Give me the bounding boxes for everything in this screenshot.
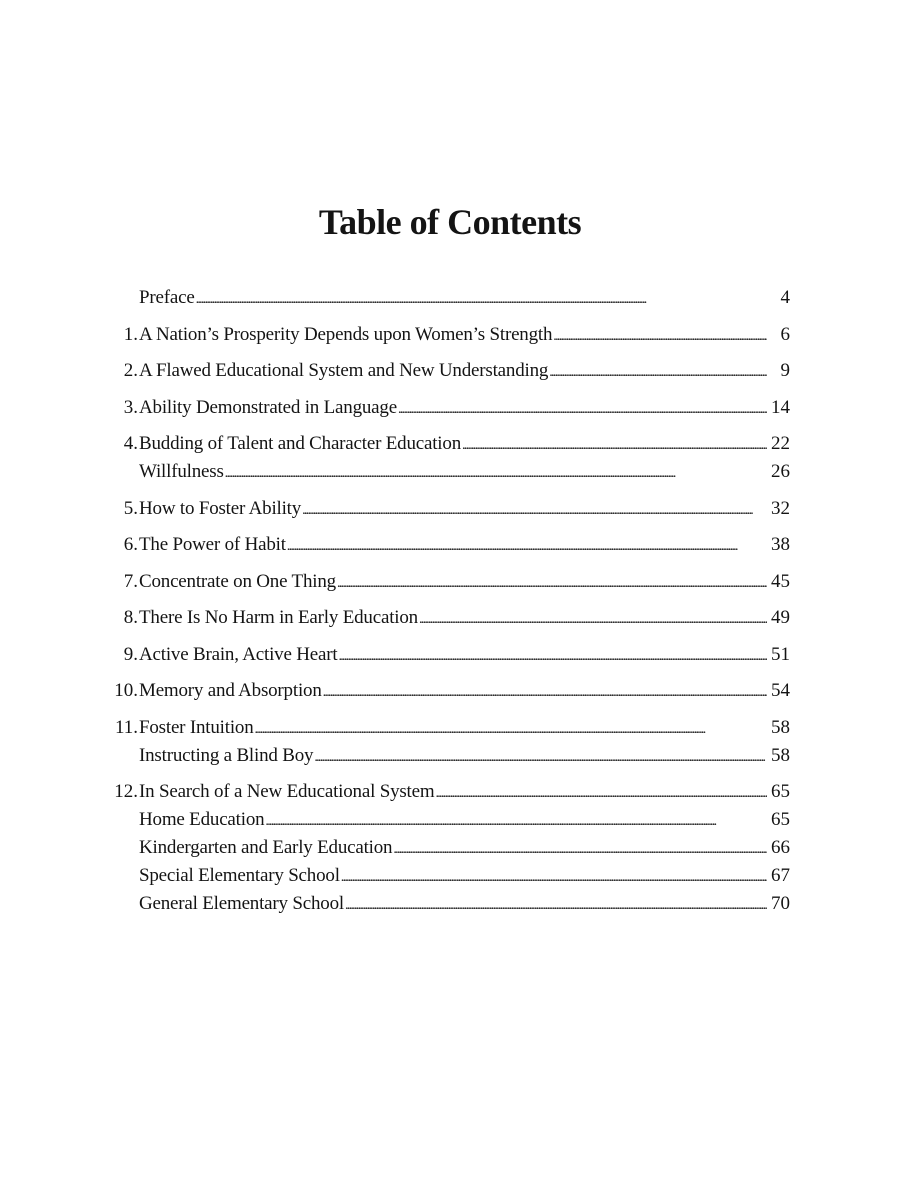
entry-page-number: 65	[771, 781, 790, 802]
entry-title: Instructing a Blind Boy	[139, 744, 314, 766]
entry-number: 2.	[123, 360, 138, 381]
toc-entry-preface	[104, 284, 790, 312]
dot-leader	[265, 806, 767, 834]
dot-leader	[393, 834, 767, 862]
dot-leader	[225, 458, 767, 486]
dot-leader	[338, 641, 767, 669]
entry-page-number: 54	[771, 680, 790, 701]
dot-leader	[314, 742, 767, 770]
entry-title: Kindergarten and Early Education	[139, 837, 393, 858]
dot-leader	[398, 394, 767, 422]
dot-leader	[337, 568, 767, 596]
toc-entry-chapter-12	[104, 778, 790, 806]
entry-page-number: 14	[771, 396, 790, 418]
entry-number: 6.	[123, 534, 138, 555]
toc-entry-special-elementary-school	[104, 862, 790, 890]
entry-number: 10.	[114, 680, 138, 701]
entry-title: Willfulness	[139, 461, 224, 482]
toc-entry-chapter-2	[104, 357, 790, 385]
page-title: Table of Contents	[318, 202, 582, 242]
entry-title: Special Elementary School	[139, 865, 340, 886]
toc-entry-kindergarten	[104, 834, 790, 862]
entry-page-number: 32	[771, 497, 790, 519]
dot-leader	[549, 357, 767, 385]
toc-entry-chapter-11	[104, 714, 790, 742]
entry-title: There Is No Harm in Early Education	[139, 607, 418, 628]
dot-leader	[435, 778, 767, 806]
entry-number: 1.	[123, 323, 138, 345]
toc-entry-general-elementary-school	[104, 890, 790, 918]
entry-title: A Nation’s Prosperity Depends upon Women’s Strength	[139, 323, 553, 345]
entry-number: 4.	[123, 433, 138, 454]
entry-page-number: 26	[771, 461, 790, 482]
entry-title: Home Education	[139, 809, 265, 830]
dot-leader	[419, 604, 767, 632]
toc-entry-chapter-4	[104, 430, 790, 458]
entry-page-number: 6	[780, 323, 790, 345]
entry-title: Memory and Absorption	[139, 680, 322, 701]
entry-title: Ability Demonstrated in Language	[139, 396, 397, 418]
entry-title: How to Foster Ability	[139, 497, 302, 519]
toc-entry-chapter-1	[104, 321, 790, 349]
entry-title: Foster Intuition	[139, 716, 254, 738]
entry-page-number: 70	[771, 893, 790, 914]
dot-leader	[196, 284, 767, 312]
entry-number: 11.	[114, 716, 138, 738]
entry-number: 3.	[123, 396, 138, 418]
entry-page-number: 51	[771, 643, 790, 665]
entry-title: General Elementary School	[139, 893, 344, 914]
entry-title: Budding of Talent and Character Education	[139, 433, 461, 454]
entry-page-number: 9	[780, 360, 790, 381]
toc-entry-chapter-6	[104, 531, 790, 559]
toc-entry-instructing-a-blind-boy	[104, 742, 790, 770]
entry-page-number: 49	[771, 607, 790, 628]
entry-page-number: 67	[771, 865, 790, 886]
dot-leader	[341, 862, 767, 890]
toc-entry-chapter-5	[104, 495, 790, 523]
entry-title: Concentrate on One Thing	[139, 570, 336, 592]
dot-leader	[462, 430, 767, 458]
entry-page-number: 38	[771, 534, 790, 555]
entry-page-number: 58	[771, 716, 790, 738]
entry-page-number: 4	[780, 287, 790, 308]
dot-leader	[323, 677, 767, 705]
entry-page-number: 22	[771, 433, 790, 454]
entry-number: 12.	[114, 781, 138, 802]
entry-title: A Flawed Educational System and New Understanding	[139, 360, 549, 381]
entry-page-number: 65	[771, 809, 790, 830]
entry-number: 5.	[123, 497, 138, 519]
toc-entry-chapter-9	[104, 641, 790, 669]
table-of-contents	[104, 284, 790, 918]
entry-number: 7.	[123, 570, 138, 592]
entry-page-number: 66	[771, 837, 790, 858]
toc-entry-home-education	[104, 806, 790, 834]
dot-leader	[553, 321, 767, 349]
entry-title: Active Brain, Active Heart	[139, 643, 338, 665]
dot-leader	[287, 531, 767, 559]
entry-title: Preface	[139, 287, 195, 308]
toc-entry-chapter-10	[104, 677, 790, 705]
dot-leader	[255, 714, 768, 742]
dot-leader	[345, 890, 767, 918]
toc-entry-chapter-7	[104, 568, 790, 596]
entry-number: 8.	[123, 607, 138, 628]
toc-entry-chapter-3	[104, 394, 790, 422]
entry-page-number: 58	[771, 744, 790, 766]
dot-leader	[302, 495, 767, 523]
toc-entry-willfulness	[104, 458, 790, 486]
toc-entry-chapter-8	[104, 604, 790, 632]
entry-title: In Search of a New Educational System	[139, 781, 435, 802]
entry-title: The Power of Habit	[139, 534, 286, 555]
entry-page-number: 45	[771, 570, 790, 592]
entry-number: 9.	[123, 643, 138, 665]
